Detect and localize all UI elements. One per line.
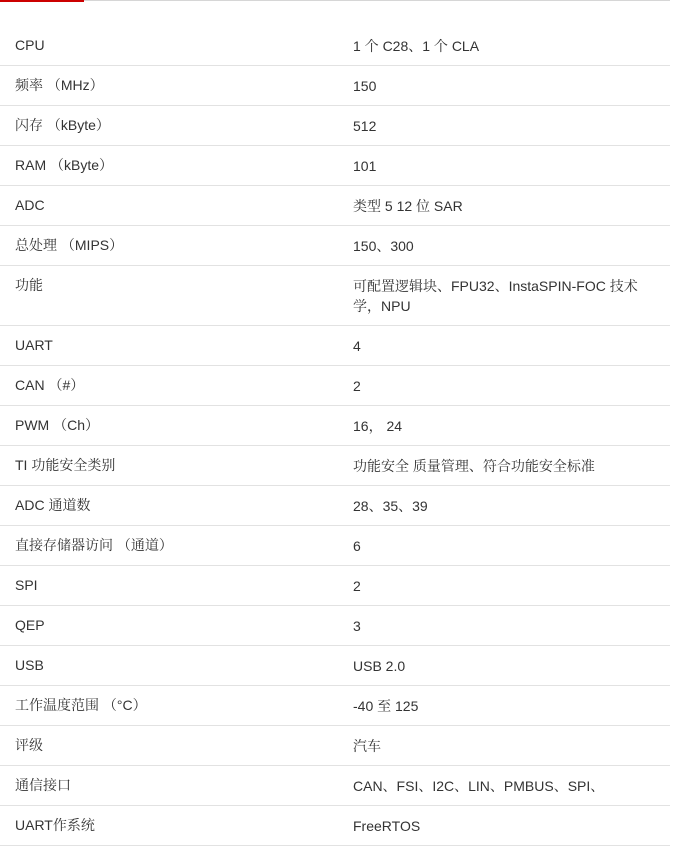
spec-value: 3 — [353, 618, 361, 634]
spec-row-uart — [0, 326, 670, 366]
spec-row-pwm — [0, 406, 670, 446]
spec-row-os — [0, 806, 670, 846]
spec-row-cpu — [0, 26, 670, 66]
top-divider — [0, 0, 670, 1]
spec-row-functional-safety — [0, 446, 670, 486]
spec-label: 频率 （MHz） — [15, 77, 104, 93]
spec-row-interfaces — [0, 766, 670, 806]
spec-value: 150 — [353, 78, 377, 94]
spec-label: CPU — [15, 37, 45, 53]
spec-table — [0, 26, 670, 846]
spec-label: ADC 通道数 — [15, 497, 91, 513]
spec-value: 512 — [353, 118, 377, 134]
spec-label: QEP — [15, 617, 45, 633]
spec-value: 类型 5 12 位 SAR — [353, 198, 463, 214]
spec-label: 总处理 （MIPS） — [15, 237, 124, 253]
spec-label: CAN （#） — [15, 377, 85, 393]
spec-row-can — [0, 366, 670, 406]
spec-row-qep — [0, 606, 670, 646]
spec-row-features — [0, 266, 670, 326]
spec-label: 功能 — [15, 277, 43, 293]
spec-value: 2 — [353, 578, 361, 594]
spec-label: USB — [15, 657, 44, 673]
spec-label: UART — [15, 337, 53, 353]
spec-value: FreeRTOS — [353, 818, 421, 834]
active-tab-indicator — [0, 0, 84, 2]
spec-label: ADC — [15, 197, 45, 213]
spec-row-adc-channels — [0, 486, 670, 526]
spec-label: 评级 — [15, 737, 43, 753]
spec-label: PWM （Ch） — [15, 417, 99, 433]
spec-value: 16， 24 — [353, 418, 403, 434]
spec-value: 28、35、39 — [353, 498, 428, 514]
spec-value: 150、300 — [353, 238, 414, 254]
spec-value: 1 个 C28、1 个 CLA — [353, 38, 480, 54]
spec-label: 通信接口 — [15, 777, 71, 793]
spec-label: SPI — [15, 577, 38, 593]
spec-value: 101 — [353, 158, 377, 174]
spec-row-operating-temperature — [0, 686, 670, 726]
spec-row-usb — [0, 646, 670, 686]
spec-value: CAN、FSI、I2C、LIN、PMBUS、SPI、 — [353, 778, 605, 794]
spec-value: 4 — [353, 338, 361, 354]
spec-value: 功能安全 质量管理、符合功能安全标准 — [353, 458, 595, 474]
spec-row-ram — [0, 146, 670, 186]
spec-value: 2 — [353, 378, 361, 394]
spec-value: 汽车 — [353, 738, 381, 754]
spec-label: RAM （kByte） — [15, 157, 114, 173]
spec-label: UART作系统 — [15, 817, 95, 833]
spec-row-rating — [0, 726, 670, 766]
spec-row-spi — [0, 566, 670, 606]
spec-value: 可配置逻辑块、FPU32、InstaSPIN-FOC 技术学，NPU — [353, 278, 638, 314]
spec-value: USB 2.0 — [353, 658, 406, 674]
spec-value: 6 — [353, 538, 361, 554]
spec-label: TI 功能安全类别 — [15, 457, 116, 473]
spec-row-frequency — [0, 66, 670, 106]
spec-row-adc — [0, 186, 670, 226]
spec-row-flash — [0, 106, 670, 146]
spec-label: 直接存储器访问 （通道） — [15, 537, 173, 553]
spec-row-total-processing — [0, 226, 670, 266]
spec-value: -40 至 125 — [353, 698, 419, 714]
spec-label: 工作温度范围 （°C） — [15, 697, 147, 713]
spec-row-dma — [0, 526, 670, 566]
spec-label: 闪存 （kByte） — [15, 117, 110, 133]
